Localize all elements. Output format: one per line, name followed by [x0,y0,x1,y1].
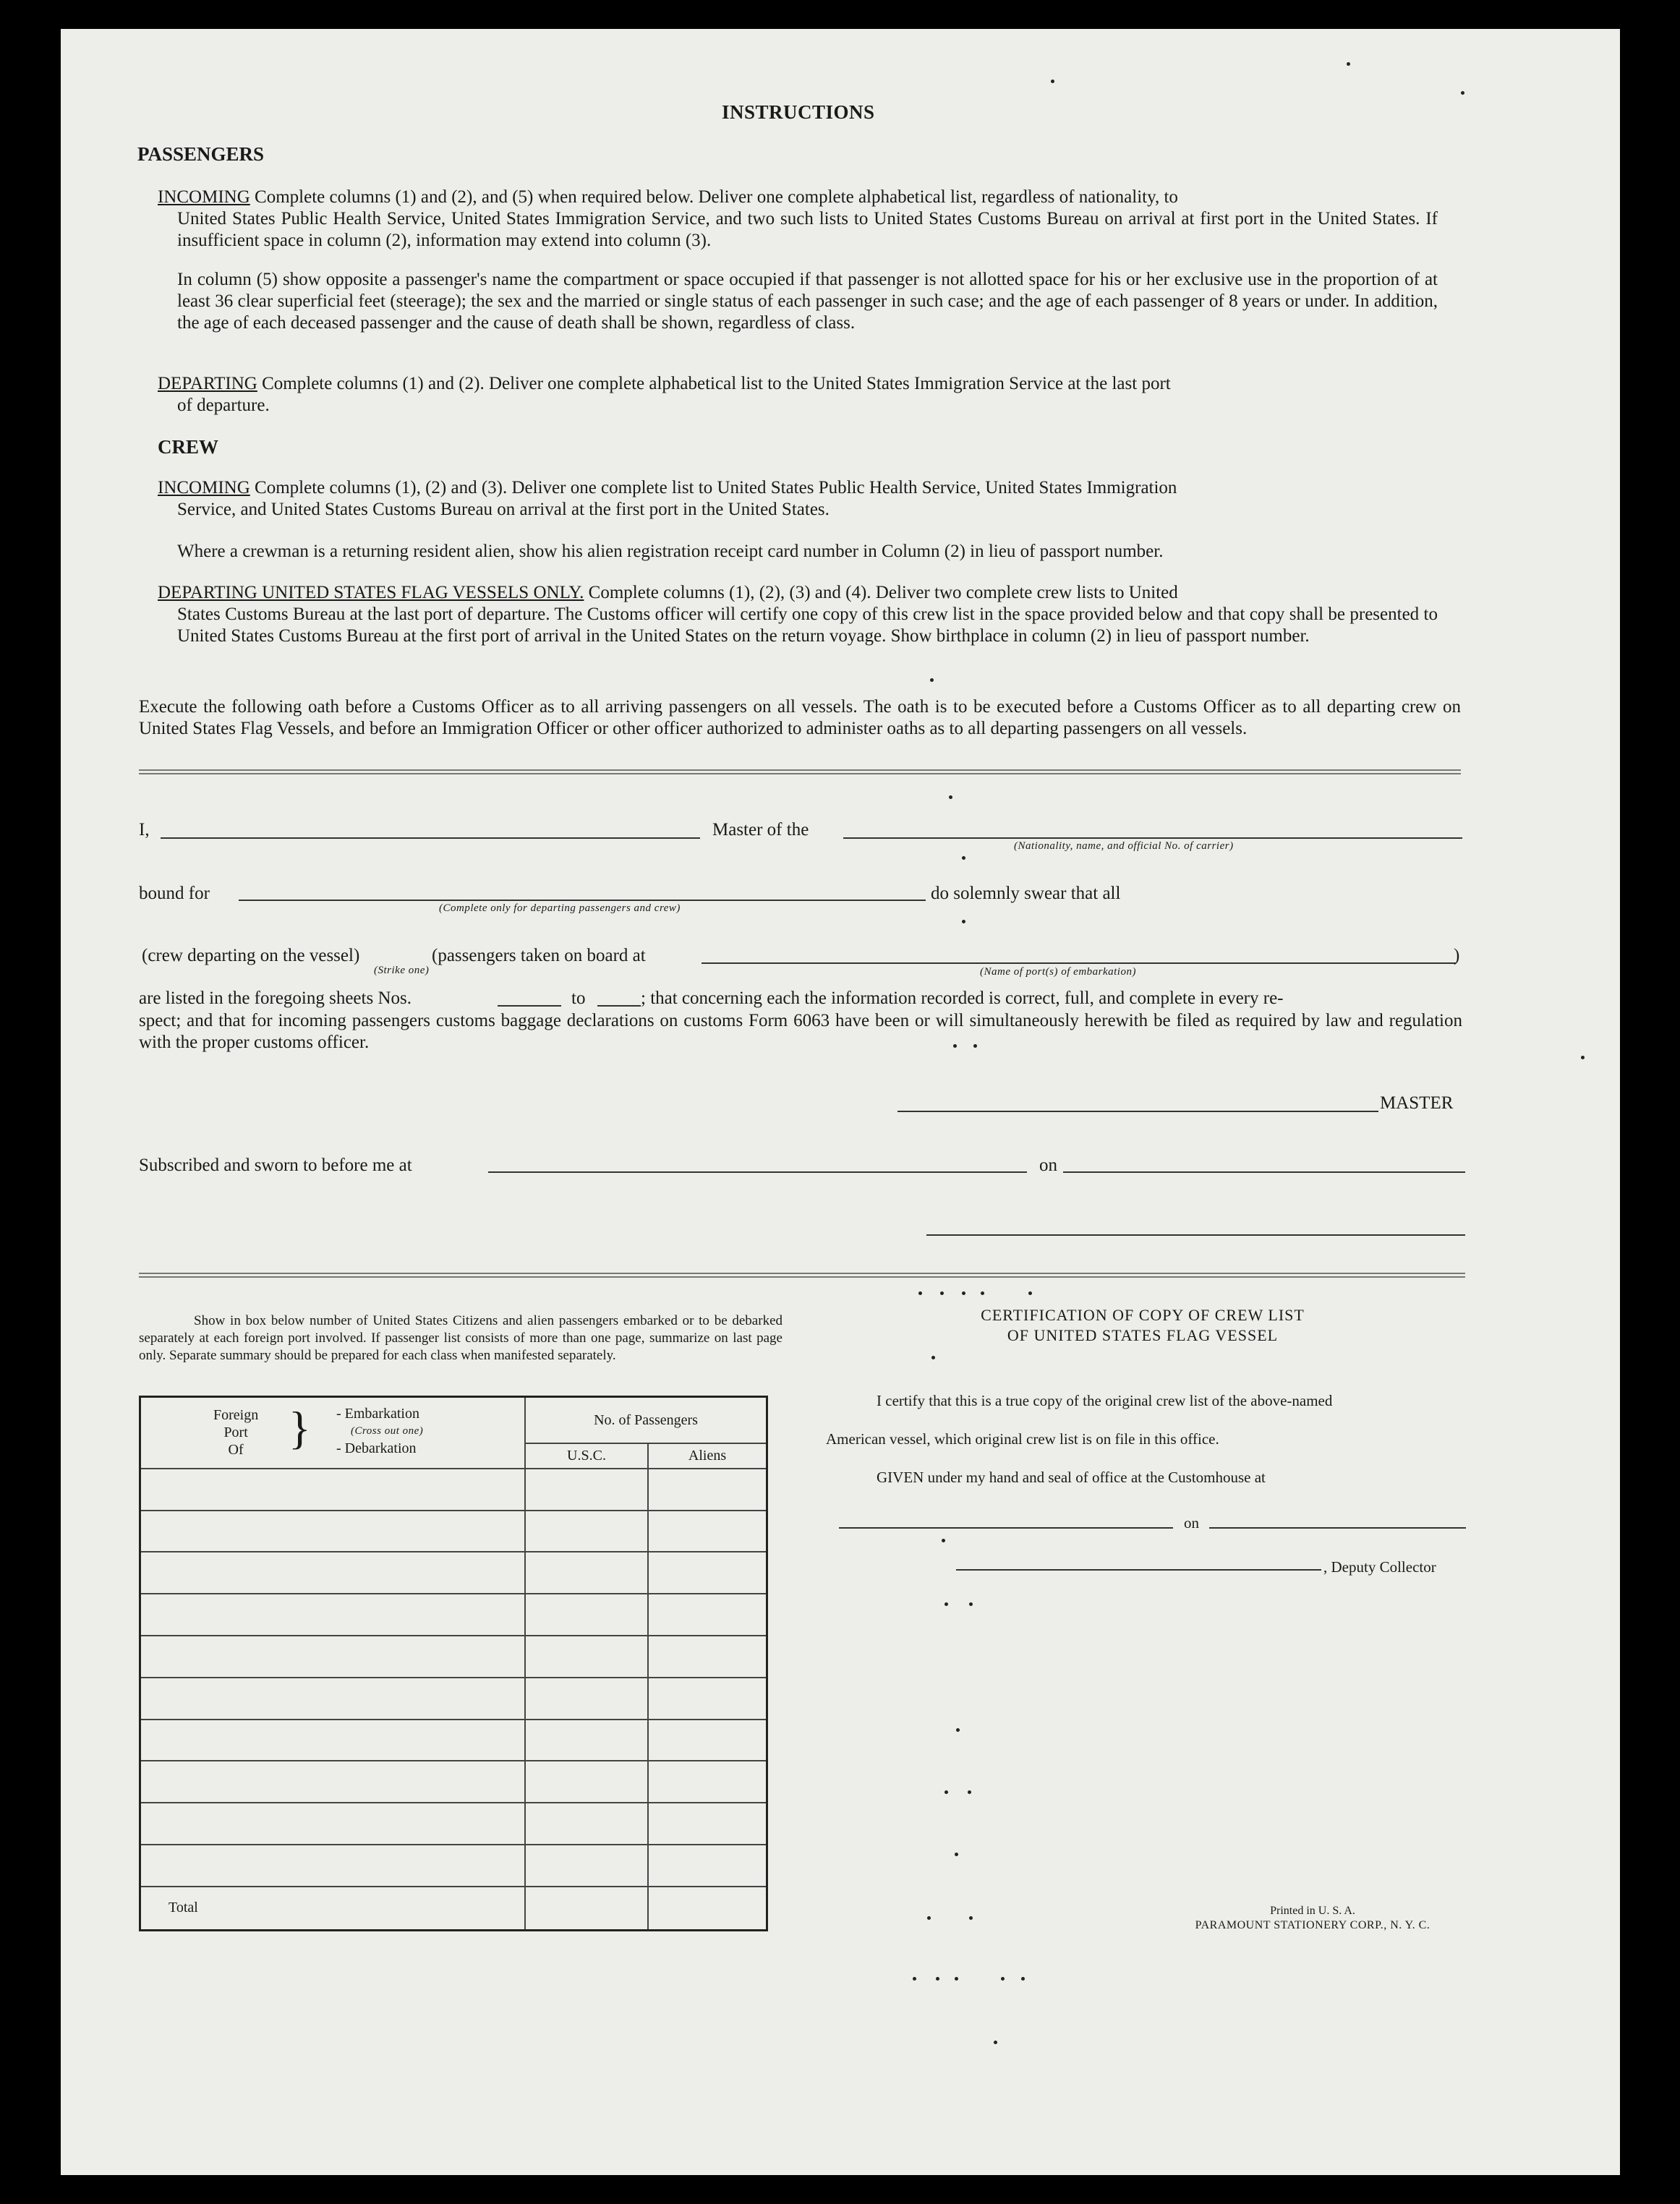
scan-speck [949,795,952,799]
brace-glyph: } [289,1402,311,1453]
aliens-cell[interactable] [648,1720,767,1761]
subscribed-label: Subscribed and sworn to before me at [139,1156,412,1175]
total-label: Total [140,1887,526,1931]
usc-header: U.S.C. [525,1443,648,1468]
port-label: Port [223,1425,248,1440]
oath-i-label: I, [139,820,150,840]
scan-speck [1028,1291,1032,1295]
scan-speck [936,1977,939,1981]
usc-cell[interactable] [525,1636,648,1678]
scan-speck [962,856,965,860]
crew-departing-option[interactable]: (crew departing on the vessel) [142,946,360,965]
scan-speck [930,678,934,682]
total-row [140,1887,767,1931]
deputy-collector-label: , Deputy Collector [1323,1558,1436,1576]
usc-cell[interactable] [525,1803,648,1845]
scan-speck [945,1790,948,1794]
aliens-cell[interactable] [648,1761,767,1803]
sheet-to-field[interactable] [597,1005,641,1007]
strike-one-caption: (Strike one) [374,965,430,976]
divider [139,1273,1465,1278]
table-row [140,1552,767,1594]
officer-signature-field[interactable] [926,1234,1465,1236]
given-text: GIVEN under my hand and seal of office at the Customhouse at [877,1469,1266,1486]
port-cell[interactable] [140,1845,526,1887]
scan-speck [927,1916,931,1920]
scan-speck [994,2041,997,2044]
master-label: MASTER [1380,1093,1454,1113]
scan-speck [962,1291,965,1295]
aliens-cell[interactable] [648,1845,767,1887]
scan-speck [955,1977,958,1981]
crew-departing-line1 [158,582,1438,604]
departing-caption: (Complete only for departing passengers and crew) [439,902,681,914]
oath-text-rest: ; that concerning each the information recorded is correct, full, and complete in every re- [641,988,1284,1008]
table-row [140,1761,767,1803]
aliens-cell[interactable] [648,1552,767,1594]
sworn-date-field[interactable] [1063,1171,1465,1173]
oath-text-rest-2: spect; and that for incoming passengers customs baggage declarations on customs Form 6063 have been or will simultaneously herewith be filed as required by law and regulation with the proper customs officer. [139,1011,1462,1052]
scan-speck [1581,1056,1585,1059]
no-of-passengers-header: No. of Passengers [525,1397,767,1444]
scan-speck [940,1291,944,1295]
bound-for-field[interactable] [239,900,926,901]
table-row [140,1594,767,1636]
printer-line-2: PARAMOUNT STATIONERY CORP., N. Y. C. [1195,1919,1430,1931]
scan-speck [953,1044,957,1048]
passengers-incoming-cont: United States Public Health Service, United States Immigration Service, and two such lists to United States Customs Bureau on arrival at first port in the United States. If insufficient space in column (2), information may extend into column (3). [177,209,1438,250]
scan-speck [1347,62,1350,66]
usc-cell[interactable] [525,1511,648,1552]
oath-intro: Execute the following oath before a Customs Officer as to all arriving passengers on all vessels. The oath is to be executed before a Customs Officer as to all departing crew on United States Flag Vessels, and before an Immigration Officer or other officer authorized to administer oaths as to all departing passengers on all vessels. [139,697,1461,738]
passengers-departing-text: Complete columns (1) and (2). Deliver one complete alphabetical list to the United States Immigration Service at the last port [262,374,1171,393]
aliens-cell[interactable] [648,1469,767,1511]
aliens-cell[interactable] [648,1678,767,1720]
cert-date-field[interactable] [1209,1527,1466,1529]
usc-cell[interactable] [525,1678,648,1720]
port-cell[interactable] [140,1678,526,1720]
scan-speck [1021,1977,1025,1981]
table-row [140,1511,767,1552]
table-row [140,1678,767,1720]
ports-field[interactable] [702,962,1456,964]
foreign-label: Foreign [213,1407,259,1423]
aliens-header: Aliens [648,1443,767,1468]
total-usc-cell[interactable] [525,1887,648,1931]
crew-resident-text: Where a crewman is a returning resident alien, show his alien registration receipt card number in Column (2) in lieu of passport number. [177,542,1164,561]
embarkation-label: - Embarkation [336,1406,419,1422]
usc-cell[interactable] [525,1720,648,1761]
master-signature-field[interactable] [897,1111,1378,1112]
sheet-from-field[interactable] [498,1005,561,1007]
aliens-cell[interactable] [648,1636,767,1678]
passengers-incoming-text: Complete columns (1) and (2), and (5) when required below. Deliver one complete alphabetical list, regardless of nationality, to [255,187,1178,207]
scan-speck [969,1602,973,1606]
table-row [140,1469,767,1511]
total-aliens-cell[interactable] [648,1887,767,1931]
certification-heading-2: OF UNITED STATES FLAG VESSEL [1007,1326,1279,1344]
port-cell[interactable] [140,1761,526,1803]
crew-heading: CREW [158,436,219,458]
passengers-incoming-label: INCOMING [158,187,250,207]
crew-incoming-label: INCOMING [158,478,250,497]
customhouse-field[interactable] [839,1527,1173,1529]
master-of-the-label: Master of the [712,820,809,840]
usc-cell[interactable] [525,1845,648,1887]
scan-speck [968,1790,971,1794]
sworn-on-label: on [1039,1156,1057,1175]
usc-cell[interactable] [525,1761,648,1803]
scan-speck [913,1977,916,1981]
table-row [140,1803,767,1845]
passengers-column5-text: In column (5) show opposite a passenger's name the compartment or space occupied if that passenger is not allotted space for his or her exclusive use in the proportion of at least 36 clear superficial feet (steerage); the sex and the married or single status of each passenger in such case; and the age of each passenger of 8 years or under. In addition, the age of each deceased passenger and the cause of death shall be shown, regardless of class. [177,270,1438,333]
summary-note: Show in box below number of United States Citizens and alien passengers embarked or to be debarked separately at each foreign port involved. If passenger list consists of more than one page, summarize on last page only. Separate summary should be prepared for each class when manifested separately. [139,1313,783,1363]
carrier-caption: (Nationality, name, and official No. of carrier) [1014,840,1234,852]
aliens-cell[interactable] [648,1594,767,1636]
swear-label: do solemnly swear that all [931,884,1121,903]
crew-incoming-line1 [158,477,1438,499]
passengers-departing-cont: of departure. [177,396,270,415]
passengers-incoming-line1 [158,187,1438,208]
table-row [140,1845,767,1887]
port-cell[interactable] [140,1511,526,1552]
port-cell[interactable] [140,1636,526,1678]
scan-speck [1001,1977,1005,1981]
port-cell[interactable] [140,1803,526,1845]
listed-in-label: are listed in the foregoing sheets Nos. [139,988,412,1008]
passengers-departing-label: DEPARTING [158,374,257,393]
passengers-departing-line1 [158,373,1438,395]
page-title: INSTRUCTIONS [722,101,875,123]
aliens-cell[interactable] [648,1803,767,1845]
scan-speck [969,1916,973,1920]
scan-speck [956,1728,960,1732]
ports-caption: (Name of port(s) of embarkation) [980,966,1136,978]
scan-speck [955,1853,958,1856]
cross-out-caption: (Cross out one) [351,1425,424,1437]
master-name-field[interactable] [161,837,700,839]
passengers-taken-option[interactable]: (passengers taken on board at [432,946,646,965]
cert-on-label: on [1184,1514,1199,1532]
usc-cell[interactable] [525,1552,648,1594]
usc-cell[interactable] [525,1594,648,1636]
of-label: Of [228,1442,244,1458]
usc-cell[interactable] [525,1469,648,1511]
scan-speck [918,1291,922,1295]
deputy-signature-field[interactable] [956,1569,1321,1571]
table-row [140,1636,767,1678]
crew-departing-text: Complete columns (1), (2), (3) and (4). Deliver two complete crew lists to United [588,583,1178,602]
certify-text: I certify that this is a true copy of the original crew list of the above-named [877,1392,1333,1409]
crew-incoming-cont: Service, and United States Customs Bureau on arrival at the first port in the United States. [177,500,830,519]
american-vessel-text: American vessel, which original crew list is on file in this office. [826,1430,1219,1448]
port-cell[interactable] [140,1469,526,1511]
carrier-field[interactable] [843,837,1462,839]
port-cell[interactable] [140,1720,526,1761]
bound-for-label: bound for [139,884,210,903]
scan-speck [973,1044,977,1048]
scan-speck [942,1539,945,1542]
printer-line-1: Printed in U. S. A. [1270,1905,1355,1917]
crew-departing-label: DEPARTING UNITED STATES FLAG VESSELS ONLY. [158,583,584,602]
port-cell[interactable] [140,1594,526,1636]
scan-speck [1051,80,1054,83]
passengers-heading: PASSENGERS [137,143,265,165]
scan-speck [931,1356,935,1359]
aliens-cell[interactable] [648,1511,767,1552]
port-header [140,1397,526,1469]
close-paren: ) [1454,946,1460,965]
scan-speck [962,920,965,923]
debarkation-label: - Debarkation [336,1440,417,1456]
crew-departing-cont: States Customs Bureau at the last port of departure. The Customs officer will certify one copy of this crew list in the space provided below and that copy shall be presented to United States Customs Bureau at the first port of arrival in the United States on the return voyage. Show birthplace in column (2) in lieu of passport number. [177,605,1438,646]
sworn-place-field[interactable] [488,1171,1027,1173]
table-row [140,1720,767,1761]
scan-speck [1461,91,1464,95]
crew-incoming-text: Complete columns (1), (2) and (3). Deliver one complete list to United States Public Health Service, United States Immigration [255,478,1177,497]
scan-speck [981,1291,984,1295]
scan-speck [945,1602,948,1606]
certification-heading-1: CERTIFICATION OF COPY OF CREW LIST [981,1306,1305,1324]
to-label: to [571,988,586,1008]
passenger-summary-table [139,1396,768,1931]
divider [139,769,1461,774]
port-cell[interactable] [140,1552,526,1594]
